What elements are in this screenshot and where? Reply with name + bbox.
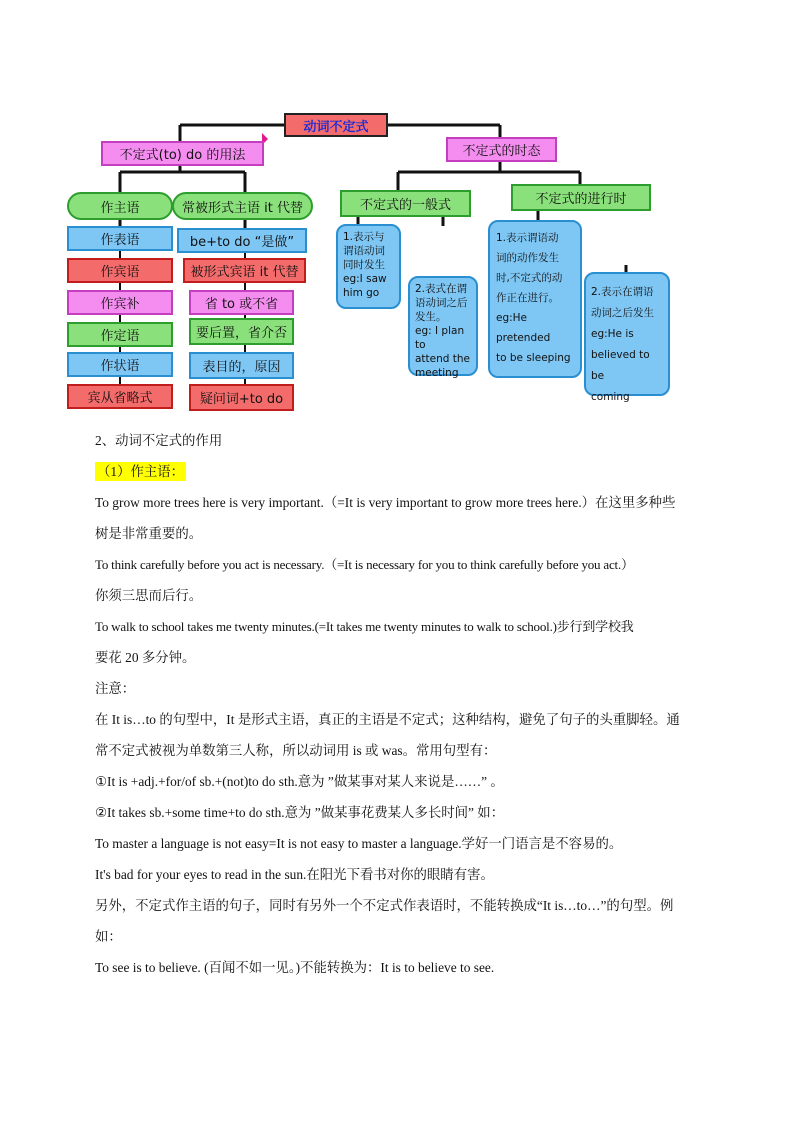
note-progressive-after: 2.表示在谓语 动词之后发生 eg:He is believed to be coming xyxy=(584,272,670,396)
rule-formal-object: 被形式宾语 it 代替 xyxy=(183,258,306,283)
usage-subject: 作主语 xyxy=(67,192,173,220)
paragraph-line: 如： xyxy=(95,929,122,944)
paragraph-line: To grow more trees here is very important.（=It is very important to grow more trees here.）在这里多种些 xyxy=(95,495,676,510)
root-node: 动词不定式 xyxy=(284,113,388,137)
paragraph-line: 你须三思而后行。 xyxy=(95,588,203,603)
note-after: 2.表式在谓 语动词之后 发生。 eg: I plan to attend the meeting xyxy=(408,276,478,376)
paragraph-line: To master a language is not easy=It is not easy to master a language.学好一门语言是不容易的。 xyxy=(95,836,623,851)
subsection-heading xyxy=(95,456,707,487)
paragraph-line: It's bad for your eyes to read in the sun.在阳光下看书对你的眼睛有害。 xyxy=(95,867,494,882)
rule-formal-subject: 常被形式主语 it 代替 xyxy=(172,192,313,220)
branch-tense: 不定式的时态 xyxy=(446,137,557,162)
usage-object-clause-ellipsis: 宾从省略式 xyxy=(67,384,173,409)
paragraph-line: ①It is +adj.+for/of sb.+(not)to do sth.意为 ”做某事对某人来说是……” 。 xyxy=(95,774,504,789)
subsection-highlight: （1）作主语： xyxy=(97,464,185,479)
usage-attributive: 作定语 xyxy=(67,322,173,347)
paragraph-line: ②It takes sb.+some time+to do sth.意为 ”做某事花费某人多长时间” 如： xyxy=(95,805,505,820)
usage-object-complement: 作宾补 xyxy=(67,290,173,315)
usage-object: 作宾语 xyxy=(67,258,173,283)
note-simultaneous: 1.表示与 谓语动词 同时发生 eg:I saw him go xyxy=(336,224,401,309)
paragraph-line: 常不定式被视为单数第三人称，所以动词用 is 或 was。常用句型有： xyxy=(95,743,497,758)
body-text xyxy=(95,425,707,983)
paragraph-line: 要花 20 多分钟。 xyxy=(95,650,196,665)
paragraph-line: 另外，不定式作主语的句子，同时有另外一个不定式作表语时，不能转换成“It is…to…”的句型。例 xyxy=(95,898,674,913)
tense-progressive: 不定式的进行时 xyxy=(511,184,651,211)
section-title: 2、动词不定式的作用 xyxy=(95,433,223,448)
paragraph-line: To see is to believe. (百闻不如一见。)不能转换为：It is to believe to see. xyxy=(95,960,495,975)
rule-omit-to: 省 to 或不省 xyxy=(189,290,294,315)
rule-purpose-reason: 表目的，原因 xyxy=(189,352,294,379)
paragraph-line: 在 It is…to 的句型中，It 是形式主语，真正的主语是不定式；这种结构，避免了句子的头重脚轻。通 xyxy=(95,712,680,727)
rule-postposition: 要后置，省介否 xyxy=(189,318,294,345)
branch-usage: 不定式(to) do 的用法 xyxy=(101,141,264,166)
tense-general: 不定式的一般式 xyxy=(340,190,471,217)
rule-be-to-do: be+to do “是做” xyxy=(177,228,307,253)
paragraph-line: 树是非常重要的。 xyxy=(95,526,203,541)
paragraph-line: To walk to school takes me twenty minutes.(=It takes me twenty minutes to walk to school.)步行到学校我 xyxy=(95,619,634,634)
rule-question-word: 疑问词+to do xyxy=(189,384,294,411)
paragraph-line: 注意： xyxy=(95,681,136,696)
usage-predicative: 作表语 xyxy=(67,226,173,251)
concept-diagram xyxy=(0,0,794,420)
usage-adverbial: 作状语 xyxy=(67,352,173,377)
note-in-progress: 1.表示谓语动 词的动作发生 时,不定式的动 作正在进行。 eg:He pretended to be sleeping xyxy=(488,220,582,378)
paragraph-line: To think carefully before you act is necessary.（=It is necessary for you to think carefully before you act.） xyxy=(95,557,634,572)
